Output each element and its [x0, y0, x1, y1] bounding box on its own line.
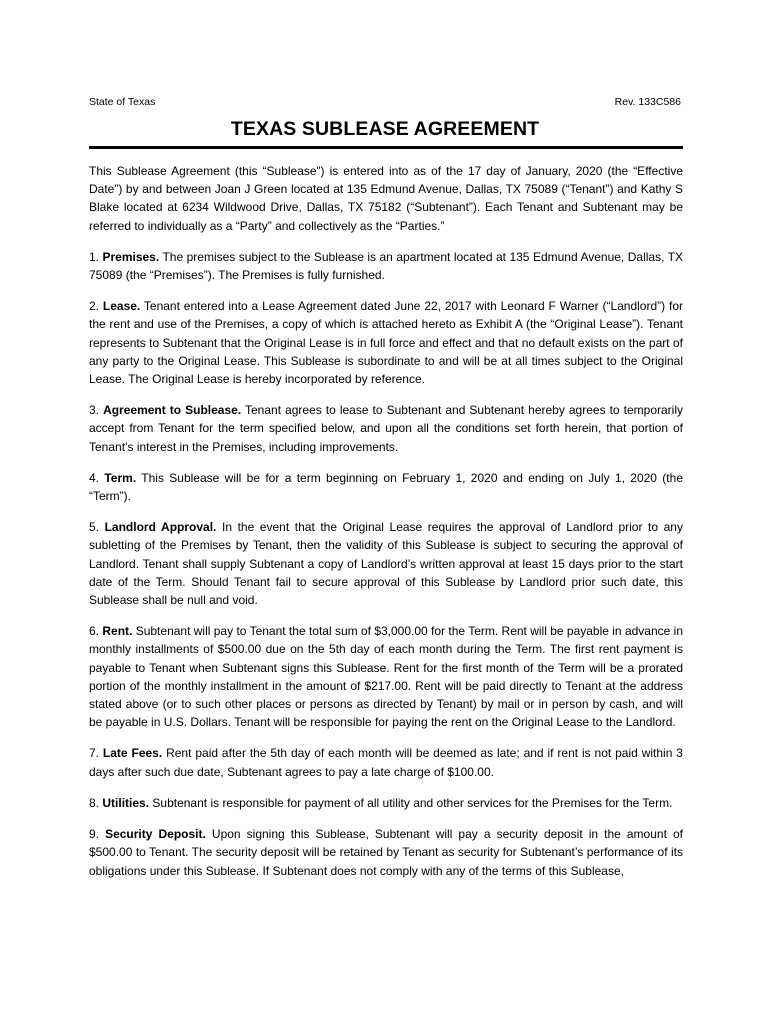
document-title: TEXAS SUBLEASE AGREEMENT — [230, 118, 540, 140]
section-text: Tenant entered into a Lease Agreement dated June 22, 2017 with Leonard F Warner (“Landlord”) for the rent and use of the Premises, a copy of which is attached hereto as Exhibit A (the “Original Lease”). Tenant represents to Subtenant that the Original Lease is in full force and effect and that no default exists on the part of any party to the Original Lease. This Sublease is subordinate to and will be at all times subject to the Original Lease. The Original Lease is hereby incorporated by reference. — [89, 299, 684, 387]
section-number: 3. — [89, 403, 100, 418]
section-number: 7. — [89, 746, 100, 761]
section-heading: Landlord Approval. — [104, 520, 217, 535]
section-heading: Rent. — [102, 624, 133, 639]
section-lease — [89, 297, 683, 388]
section-number: 8. — [89, 795, 100, 810]
section-text: Upon signing this Sublease, Subtenant will pay a security deposit in the amount of $500.00 to Tenant. The security deposit will be retained by Tenant as security for Subtenant’s performance of its obligations under this Sublease. If Subtenant does not comply with any of the terms of this Sublease, — [89, 827, 683, 878]
section-late-fees — [89, 744, 683, 780]
section-text: In the event that the Original Lease requires the approval of Landlord prior to any subletting of the Premises by Tenant, then the validity of this Sublease is subject to securing the approval of Landlord. Tenant shall supply Subtenant a copy of Landlord’s written approval at least 15 days prior to the start date of the Term. Should Tenant fail to secure approval of this Sublease by Landlord prior such date, this Sublease shall be null and void. — [89, 520, 683, 608]
section-text: Subtenant is responsible for payment of all utility and other services for the Premises for the Term. — [152, 795, 673, 810]
section-text: Rent paid after the 5th day of each month will be deemed as late; and if rent is not paid within 3 days after such due date, Subtenant agrees to pay a late charge of $100.00. — [89, 746, 683, 779]
section-text: The premises subject to the Sublease is an apartment located at 135 Edmund Avenue, Dallas, TX 75089 (the “Premises”). The Premises is fully furnished. — [89, 249, 683, 283]
section-landlord-approval — [89, 518, 683, 609]
section-term — [89, 469, 683, 505]
section-number: 2. — [89, 299, 100, 314]
section-heading: Agreement to Sublease. — [103, 403, 242, 418]
intro-paragraph: This Sublease Agreement (this “Sublease”) is entered into as of the 17 day of January, 2020 (the “Effective Date”) by and between Joan J Green located at 135 Edmund Avenue, Dallas, TX 75089 (“Tenant”) and Kathy S Blake located at 6234 Wildwood Drive, Dallas, TX 75182 (“Subtenant”). Each Tenant and Subtenant may be referred to individually as a “Party” and collectively as the “Parties.” — [89, 164, 683, 233]
section-premises — [89, 248, 683, 284]
document-body — [89, 162, 683, 893]
section-heading: Late Fees. — [102, 746, 163, 761]
section-text: Tenant agrees to lease to Subtenant and Subtenant hereby agrees to temporarily accept from Tenant for the term specified below, and upon all the conditions set forth herein, that portion of Tenant’s interest in the Premises, including improvements. — [89, 403, 683, 454]
section-number: 4. — [89, 470, 100, 485]
section-number: 6. — [89, 624, 100, 639]
header-state: State of Texas — [89, 96, 156, 108]
section-number: 9. — [89, 827, 100, 842]
section-heading: Premises. — [102, 249, 160, 264]
section-security-deposit — [89, 825, 683, 880]
section-text: Subtenant will pay to Tenant the total sum of $3,000.00 for the Term. Rent will be payable in advance in monthly installments of $500.00 due on the 5th day of each month during the Term. The first rent payment is payable to Tenant when Subtenant signs this Sublease. Rent for the first month of the Term will be a prorated portion of the monthly installment in the amount of $217.00. Rent will be paid directly to Tenant at the address stated above (or to such other places or persons as directed by Tenant) by mail or in person by cash, and will be payable in U.S. Dollars. Tenant will be responsible for paying the rent on the Original Lease to the Landlord. — [89, 624, 683, 730]
section-heading: Lease. — [102, 299, 141, 314]
section-heading: Security Deposit. — [105, 827, 206, 842]
section-text: This Sublease will be for a term beginning on February 1, 2020 and ending on July 1, 2020 (the “Term”). — [89, 470, 683, 504]
header-revision: Rev. 133C586 — [614, 96, 681, 108]
section-number: 1. — [89, 249, 100, 264]
section-agreement-to-sublease — [89, 401, 683, 456]
title-rule — [89, 146, 683, 149]
section-rent — [89, 622, 683, 731]
section-heading: Utilities. — [102, 795, 150, 810]
section-utilities — [89, 794, 683, 812]
section-heading: Term. — [104, 470, 137, 485]
section-number: 5. — [89, 520, 100, 535]
